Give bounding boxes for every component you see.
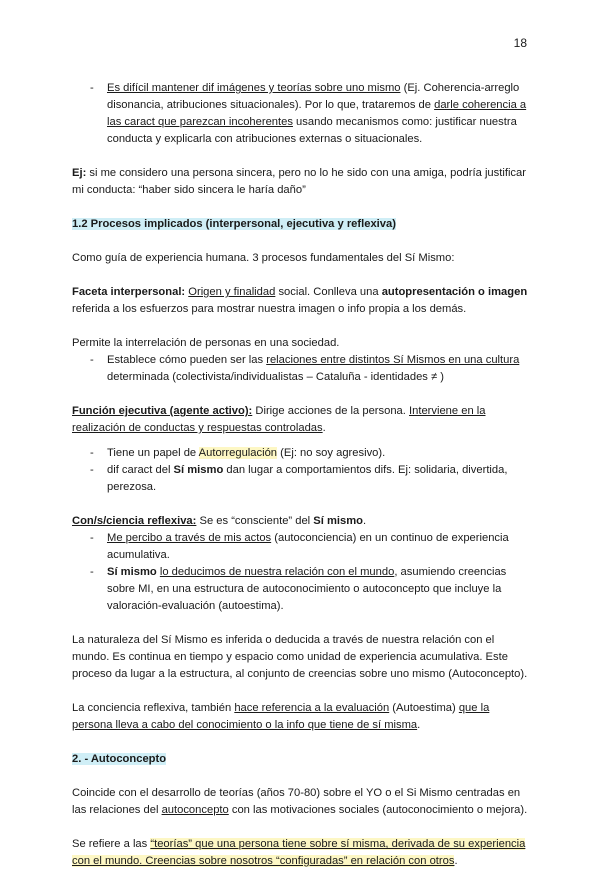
text: social. Conlleva una xyxy=(275,286,382,298)
text: . xyxy=(454,855,458,867)
underlined-text: darle coherencia a las caract que parezcan incoherentes xyxy=(107,99,527,128)
list-item xyxy=(72,564,532,615)
list-item xyxy=(72,530,532,564)
list-item xyxy=(72,445,532,462)
text: Tiene un papel de xyxy=(107,447,199,459)
bold-text: Sí mismo xyxy=(313,515,364,527)
underlined-text: Interviene en la realización de conductas y respuestas controladas xyxy=(72,405,486,434)
refiere-paragraph xyxy=(72,836,532,870)
example-text: si me considero una persona sincera, pero no lo he sido con una amiga, podría justificar mi conducta: “haber sido sincera le haría daño” xyxy=(72,167,526,196)
example-label: Ej: xyxy=(72,167,87,179)
underlined-text: hace referencia a la evaluación xyxy=(234,702,390,714)
permite-list xyxy=(72,352,532,386)
page-number: 18 xyxy=(513,36,527,50)
example-paragraph xyxy=(72,165,532,199)
text: usando mecanismos como: justificar nuestra conducta y explicarla con atribuciones externas o situacionales. xyxy=(107,116,517,145)
section-heading-2 xyxy=(72,751,532,768)
reflexiva-paragraph xyxy=(72,513,532,530)
list-item xyxy=(72,352,532,386)
text: (Ej. Coherencia-arreglo disonancia, atribuciones situacionales). Por lo que, trataremos de xyxy=(107,82,520,111)
text: Establece cómo pueden ser las xyxy=(107,354,267,366)
underlined-text: lo deducimos de nuestra relación con el mundo xyxy=(159,566,395,578)
document-body xyxy=(72,80,532,870)
ejecutiva-label: Función ejecutiva (agente activo): xyxy=(72,405,253,417)
text: Dirige acciones de la persona. xyxy=(252,405,409,417)
section-title: 2. - Autoconcepto xyxy=(72,753,167,765)
text: La conciencia reflexiva, también xyxy=(72,702,235,714)
text: dif caract del xyxy=(107,464,174,476)
section-heading-1-2 xyxy=(72,216,532,233)
underlined-text: Me percibo a través de mis actos xyxy=(107,532,272,544)
highlighted-text: “teorías” que una persona tiene sobre sí misma, derivada de su experiencia con el mundo. Creencias sobre nosotros “configuradas” en relación con otros xyxy=(72,838,526,867)
permite-paragraph: Permite la interrelación de personas en una sociedad. xyxy=(72,337,340,349)
interpersonal-label: Faceta interpersonal: xyxy=(72,286,186,298)
naturaleza-paragraph: La naturaleza del Sí Mismo es inferida o deducida a través de nuestra relación con el mundo. Es continua en tiempo y espacio como unidad de experiencia acumulativa. Este proceso da lugar a la estructura, al conjunto de creencias sobre uno mismo (Autoconcepto). xyxy=(72,634,528,680)
list-item xyxy=(72,80,532,148)
text: . xyxy=(322,422,326,434)
section-title: 1.2 Procesos implicados (interpersonal, ejecutiva y reflexiva) xyxy=(72,218,396,230)
bold-text: autopresentación o imagen xyxy=(381,286,528,298)
text: (Ej: no soy agresivo). xyxy=(277,447,386,459)
text: Se refiere a las xyxy=(72,838,151,850)
ejecutiva-list xyxy=(72,445,532,496)
text: (Autoestima) xyxy=(389,702,459,714)
text: Se es “consciente” del xyxy=(196,515,314,527)
underlined-text: Origen y finalidad xyxy=(188,286,276,298)
highlighted-text: Autorregulación xyxy=(198,447,278,459)
text: referida a los esfuerzos para mostrar nuestra imagen o info propia a los demás. xyxy=(72,303,467,315)
reflexiva-label: Con/s/ciencia reflexiva: xyxy=(72,515,197,527)
spacer xyxy=(72,437,532,445)
text: . xyxy=(417,719,421,731)
underlined-text: autoconcepto xyxy=(161,804,229,816)
underlined-text: relaciones entre distintos Sí Mismos en una cultura xyxy=(266,354,520,366)
intro-paragraph: Como guía de experiencia humana. 3 procesos fundamentales del Sí Mismo: xyxy=(72,252,455,264)
text: . xyxy=(363,515,367,527)
text: (autoconciencia) en un continuo de experiencia acumulativa. xyxy=(107,532,509,561)
text: con las motivaciones sociales (autoconocimiento o mejora). xyxy=(228,804,528,816)
bold-text: Sí mismo xyxy=(173,464,224,476)
text: dan lugar a comportamientos difs. Ej: solidaria, divertida, perezosa. xyxy=(107,464,508,493)
underlined-text: que la persona lleva a cabo del conocimiento o la info que tiene de sí misma xyxy=(72,702,490,731)
list-item xyxy=(72,462,532,496)
text: determinada (colectivista/individualistas – Cataluña - identidades ≠ ) xyxy=(107,371,444,383)
intro-list xyxy=(72,80,532,148)
text: Coincide con el desarrollo de teorías (años 70-80) sobre el YO o el Si Mismo centradas en las relaciones del xyxy=(72,787,521,816)
coincide-paragraph xyxy=(72,785,532,819)
text: , asumiendo creencias sobre MI, en una estructura de autoconocimiento o autoconcepto que incluye la valoración-evaluación (autoestima). xyxy=(107,566,507,612)
bold-text: Sí mismo xyxy=(107,566,157,578)
reflexiva-list xyxy=(72,530,532,615)
conciencia-paragraph xyxy=(72,700,532,734)
interpersonal-paragraph xyxy=(72,284,532,318)
underlined-text: Es difícil mantener dif imágenes y teorías sobre uno mismo xyxy=(107,82,401,94)
ejecutiva-paragraph xyxy=(72,403,532,437)
